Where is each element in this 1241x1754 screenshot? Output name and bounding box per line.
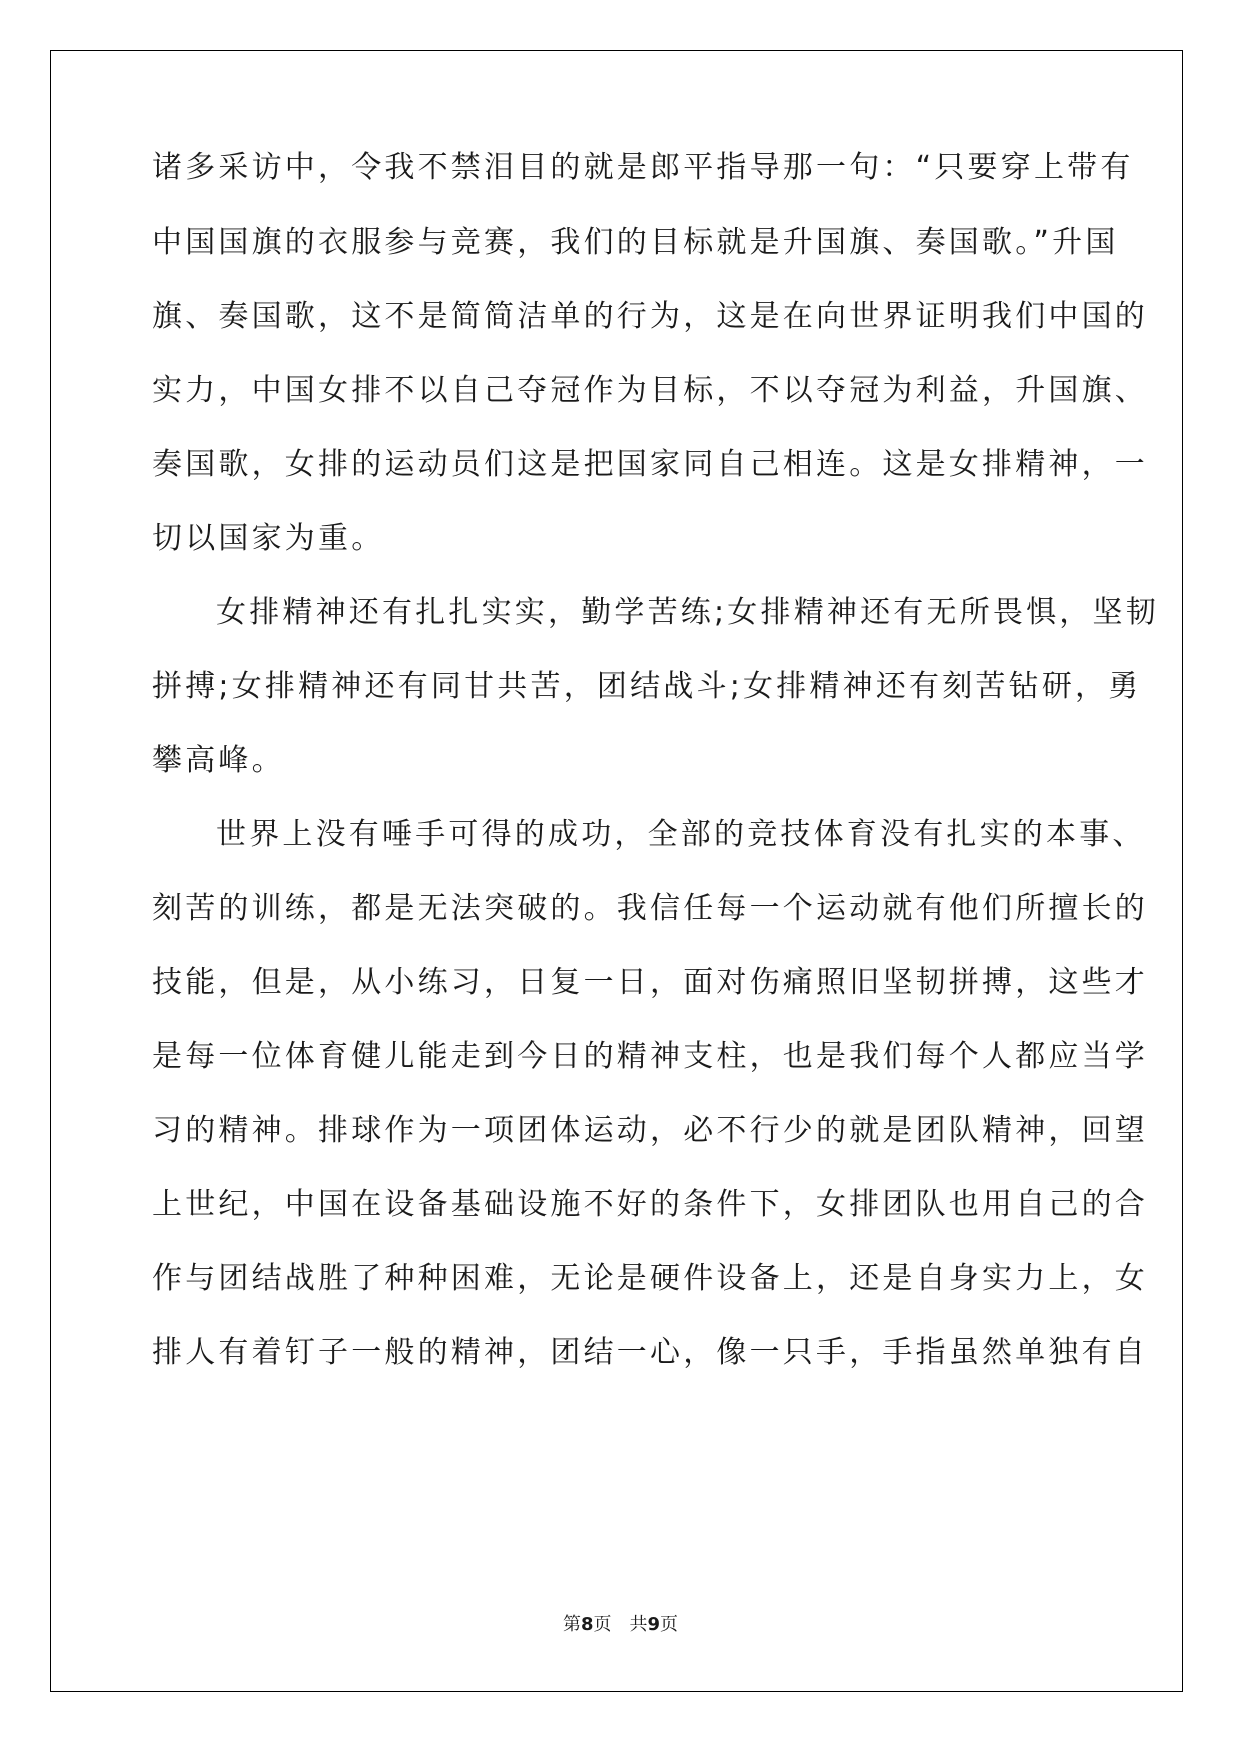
page-footer: [0, 1610, 1241, 1636]
body-line: 世界上没有唾手可得的成功，全部的竞技体育没有扎实的本事、: [216, 817, 1146, 852]
body-line: 中国国旗的衣服参与竞赛，我们的目标就是升国旗、奏国歌。”升国: [152, 225, 1119, 260]
body-line: 实力，中国女排不以自己夺冠作为目标，不以夺冠为利益，升国旗、: [152, 373, 1148, 408]
body-line: 拼搏;女排精神还有同甘共苦，团结战斗;女排精神还有刻苦钻研，勇: [152, 669, 1142, 704]
footer-mid: 页 共: [593, 1614, 648, 1635]
footer-suffix: 页: [660, 1614, 679, 1635]
body-line: 是每一位体育健儿能走到今日的精神支柱，也是我们每个人都应当学: [152, 1039, 1148, 1074]
body-line: 旗、奏国歌，这不是简简洁单的行为，这是在向世界证明我们中国的: [152, 299, 1148, 334]
body-line: 切以国家为重。: [152, 521, 385, 556]
body-line: 奏国歌，女排的运动员们这是把国家同自己相连。这是女排精神，一: [152, 447, 1148, 482]
body-line: 攀高峰。: [152, 743, 285, 778]
body-line: 技能，但是，从小练习，日复一日，面对伤痛照旧坚韧拼搏，这些才: [152, 965, 1148, 1000]
body-line: 排人有着钉子一般的精神，团结一心，像一只手，手指虽然单独有自: [152, 1335, 1148, 1370]
body-line: 上世纪，中国在设备基础设施不好的条件下，女排团队也用自己的合: [152, 1187, 1148, 1222]
footer-prefix: 第: [562, 1614, 581, 1635]
total-page-number: 9: [647, 1614, 661, 1635]
current-page-number: 8: [580, 1614, 594, 1635]
body-line: 女排精神还有扎扎实实，勤学苦练;女排精神还有无所畏惧，坚韧: [216, 595, 1159, 630]
body-line: 作与团结战胜了种种困难，无论是硬件设备上，还是自身实力上，女: [152, 1261, 1148, 1296]
body-line: 习的精神。排球作为一项团体运动，必不行少的就是团队精神，回望: [152, 1113, 1148, 1148]
body-line: 刻苦的训练，都是无法突破的。我信任每一个运动就有他们所擅长的: [152, 891, 1148, 926]
body-line: 诸多采访中，令我不禁泪目的就是郎平指导那一句：“只要穿上带有: [152, 150, 1134, 185]
